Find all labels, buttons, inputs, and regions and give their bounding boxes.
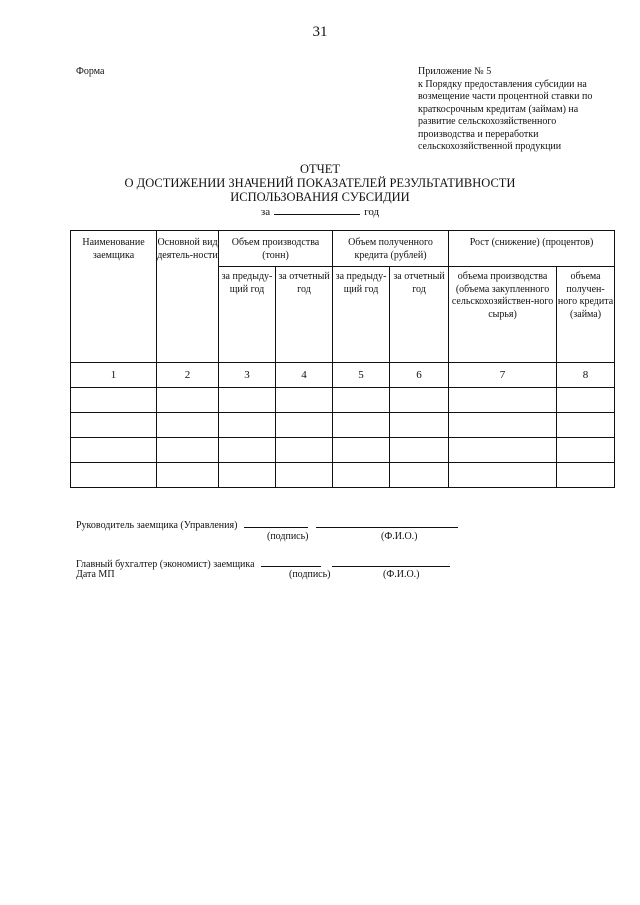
table-cell[interactable] xyxy=(276,463,333,488)
header-growth: Рост (снижение) (процентов) xyxy=(449,231,615,267)
table-cell[interactable] xyxy=(219,413,276,438)
accountant-fio-field[interactable] xyxy=(332,557,450,567)
table-cell[interactable] xyxy=(390,388,449,413)
subheader-credit-prev: за предыду-щий год xyxy=(333,267,390,363)
head-signature-label: Руководитель заемщика (Управления) xyxy=(76,520,238,531)
table-cell[interactable] xyxy=(449,388,557,413)
table-cell[interactable] xyxy=(219,438,276,463)
report-table xyxy=(70,230,615,488)
column-number: 4 xyxy=(276,363,333,388)
report-title-line1: ОТЧЕТ xyxy=(299,162,341,176)
table-cell[interactable] xyxy=(333,413,390,438)
head-fio-field[interactable] xyxy=(316,518,458,528)
annex-block xyxy=(418,66,628,154)
subheader-growth-credit: объема получен-ного кредита (займа) xyxy=(557,267,615,363)
subheader-credit-report: за отчетный год xyxy=(390,267,449,363)
accountant-signature-label: Главный бухгалтер (экономист) заемщика xyxy=(76,559,255,570)
year-suffix: год xyxy=(364,206,380,218)
head-signature-caption: (подпись) xyxy=(267,531,309,542)
table-cell[interactable] xyxy=(557,388,615,413)
accountant-signature-field[interactable] xyxy=(261,557,321,567)
report-title xyxy=(0,162,640,219)
column-number-row xyxy=(71,363,615,388)
subheader-growth-production: объема производства (объема закупленного сельскохозяйствен-ного сырья) xyxy=(449,267,557,363)
column-number: 1 xyxy=(71,363,157,388)
head-fio-caption: (Ф.И.О.) xyxy=(381,531,418,542)
annex-line: возмещение части процентной ставки по xyxy=(418,91,593,102)
table-row xyxy=(71,463,615,488)
table-row xyxy=(71,438,615,463)
page-number: 31 xyxy=(312,24,328,40)
column-number: 2 xyxy=(157,363,219,388)
column-number: 8 xyxy=(557,363,615,388)
table-cell[interactable] xyxy=(71,388,157,413)
table-cell[interactable] xyxy=(449,463,557,488)
table-cell[interactable] xyxy=(333,438,390,463)
table-cell[interactable] xyxy=(219,388,276,413)
date-label: Дата МП xyxy=(76,569,115,580)
table-row xyxy=(71,388,615,413)
table-cell[interactable] xyxy=(276,438,333,463)
head-signature-line xyxy=(76,518,458,531)
annex-line: краткосрочным кредитам (займам) на xyxy=(418,103,579,115)
accountant-fio-caption: (Ф.И.О.) xyxy=(383,569,420,580)
table-cell[interactable] xyxy=(557,413,615,438)
report-year-line xyxy=(0,204,640,219)
table-cell[interactable] xyxy=(219,463,276,488)
subheader-prod-report: за отчетный год xyxy=(276,267,333,363)
column-number: 5 xyxy=(333,363,390,388)
table-cell[interactable] xyxy=(390,438,449,463)
column-number: 6 xyxy=(390,363,449,388)
table-cell[interactable] xyxy=(390,413,449,438)
column-number: 7 xyxy=(449,363,557,388)
header-activity: Основной вид деятель-ности xyxy=(157,231,219,363)
header-name: Наименование заемщика xyxy=(71,231,157,363)
table-cell[interactable] xyxy=(71,463,157,488)
table-row xyxy=(71,413,615,438)
annex-line: производства и переработки xyxy=(418,128,539,140)
table-cell[interactable] xyxy=(557,463,615,488)
table-cell[interactable] xyxy=(276,413,333,438)
table-cell[interactable] xyxy=(333,388,390,413)
year-blank xyxy=(274,204,360,215)
table-cell[interactable] xyxy=(449,413,557,438)
table-cell[interactable] xyxy=(157,463,219,488)
report-title-line2: О ДОСТИЖЕНИИ ЗНАЧЕНИЙ ПОКАЗАТЕЛЕЙ РЕЗУЛЬТАТИВНОСТИ xyxy=(124,176,516,190)
annex-title: Приложение № 5 xyxy=(418,66,492,77)
table-cell[interactable] xyxy=(157,388,219,413)
table-cell[interactable] xyxy=(71,413,157,438)
table-cell[interactable] xyxy=(276,388,333,413)
annex-line: развитие сельскохозяйственного xyxy=(418,116,557,127)
header-production: Объем производства (тонн) xyxy=(219,231,333,267)
column-number: 3 xyxy=(219,363,276,388)
table-cell[interactable] xyxy=(449,438,557,463)
table-cell[interactable] xyxy=(157,438,219,463)
subheader-prod-prev: за предыду-щий год xyxy=(219,267,276,363)
table-cell[interactable] xyxy=(157,413,219,438)
year-prefix: за xyxy=(260,206,271,218)
report-title-line3: ИСПОЛЬЗОВАНИЯ СУБСИДИИ xyxy=(230,190,410,204)
accountant-signature-caption: (подпись) xyxy=(289,569,331,580)
form-label: Форма xyxy=(76,66,105,77)
table-cell[interactable] xyxy=(390,463,449,488)
table-cell[interactable] xyxy=(557,438,615,463)
annex-line: сельскохозяйственной продукции xyxy=(418,141,562,152)
header-credit: Объем полученного кредита (рублей) xyxy=(333,231,449,267)
table-cell[interactable] xyxy=(333,463,390,488)
head-signature-field[interactable] xyxy=(244,518,308,528)
annex-line: к Порядку предоставления субсидии на xyxy=(418,78,587,90)
table-cell[interactable] xyxy=(71,438,157,463)
